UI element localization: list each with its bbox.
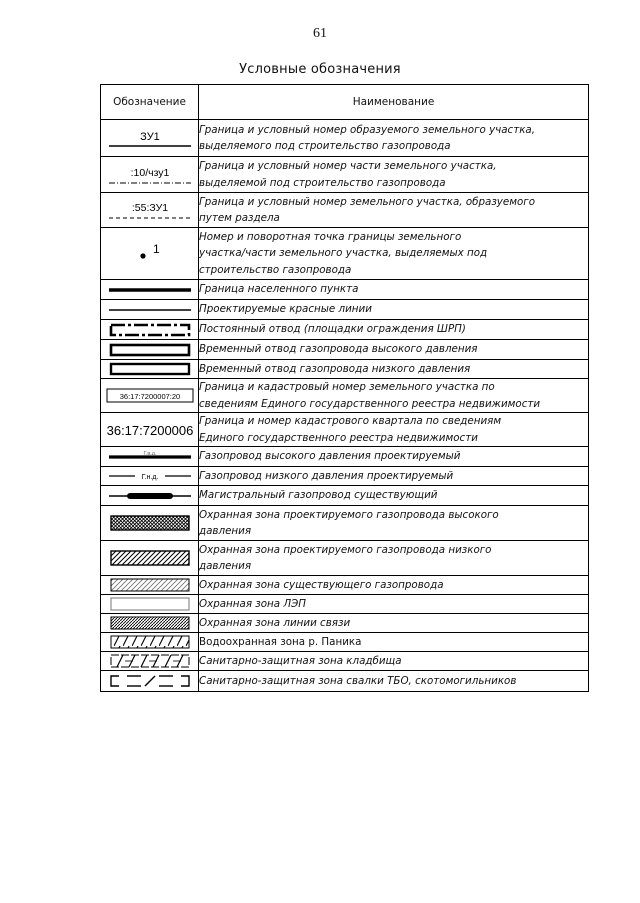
legend-row (101, 671, 589, 692)
symbol-cell (101, 633, 199, 652)
legend-row (101, 467, 589, 486)
symbol-cell (101, 467, 199, 486)
legend-description: Граница населенного пункта (199, 280, 589, 300)
legend-description: Охранная зона проектируемого газопровода высокого давления (199, 506, 589, 541)
header-row (101, 85, 589, 120)
symbol-cell (101, 360, 199, 379)
legend-description: Охранная зона линии связи (199, 614, 589, 633)
symbol-cell (101, 447, 199, 467)
symbol-cell (101, 541, 199, 576)
legend-row (101, 652, 589, 671)
symbol-cell (101, 228, 199, 280)
symbol-label: 36:17:7200007:20 (119, 391, 180, 401)
legend-row (101, 595, 589, 614)
symbol-cell (101, 576, 199, 595)
legend-row (101, 320, 589, 340)
legend-title: Условные обозначения (239, 62, 401, 77)
legend-description: Охранная зона ЛЭП (199, 595, 589, 614)
legend-description: Граница и кадастровый номер земельного участка по сведениям Единого государственного реестра недвижимости (199, 379, 589, 413)
symbol-cell (101, 413, 199, 447)
symbol-cell (101, 486, 199, 506)
cemetery-zone-symbol (105, 653, 195, 669)
legend-description: Охранная зона существующего газопровода (199, 576, 589, 595)
legend-row (101, 506, 589, 541)
symbol-cell (101, 671, 199, 692)
legend-description: Номер и поворотная точка границы земельного участка/части земельного участка, выделяемых под строительство газопровода (199, 228, 589, 280)
symbol-cell (101, 379, 199, 413)
cadastral-quarter-symbol (102, 419, 198, 441)
legend-row (101, 228, 589, 280)
symbol-cell (101, 320, 199, 340)
cadastral-parcel-symbol (104, 386, 196, 406)
symbol-cell (101, 595, 199, 614)
legend-description: Граница и условный номер части земельного участка, выделяемой под строительство газопровода (199, 157, 589, 193)
legend-description: Охранная зона проектируемого газопровода низкого давления (199, 541, 589, 576)
symbol-cell (101, 193, 199, 228)
symbol-label: 1 (152, 241, 160, 256)
symbol-cell (101, 340, 199, 360)
legend-row (101, 413, 589, 447)
symbol-cell (101, 120, 199, 157)
legend-description: Газопровод высокого давления проектируемый (199, 447, 589, 467)
legend-description: Граница и номер кадастрового квартала по сведениям Единого государственного реестра недвижимости (199, 413, 589, 447)
legend-description: Водоохранная зона р. Паника (199, 633, 589, 652)
legend-row (101, 633, 589, 652)
legend-row (101, 120, 589, 157)
temporary-allotment-low-symbol (105, 361, 195, 377)
legend-row (101, 379, 589, 413)
symbol-cell (101, 157, 199, 193)
legend-description: Временный отвод газопровода низкого давления (199, 360, 589, 379)
protection-zone-high-symbol (105, 512, 195, 534)
legend-description: Проектируемые красные линии (199, 300, 589, 320)
legend-description: Санитарно-защитная зона свалки ТБО, скотомогильников (199, 671, 589, 692)
point-dot-icon (140, 253, 145, 258)
turning-point-symbol (105, 239, 195, 269)
low-pressure-pipeline-symbol (105, 469, 195, 483)
symbol-label: ЗУ1 (139, 131, 160, 143)
symbol-cell (101, 280, 199, 300)
legend-row (101, 447, 589, 467)
landfill-zone-symbol (105, 673, 195, 689)
symbol-label: Г.в.д. (142, 450, 157, 457)
protection-zone-power-line-symbol (105, 596, 195, 612)
legend-row (101, 157, 589, 193)
legend-description: Магистральный газопровод существующий (199, 486, 589, 506)
legend-row (101, 360, 589, 379)
protection-zone-communication-symbol (105, 615, 195, 631)
page-number: 61 (313, 26, 327, 41)
protection-zone-low-symbol (105, 547, 195, 569)
legend-description: Граница и условный номер образуемого земельного участка, выделяемого под строительство газопровода (199, 120, 589, 157)
legend-row (101, 541, 589, 576)
legend-row (101, 300, 589, 320)
main-pipeline-symbol (105, 489, 195, 503)
symbol-label: 36:17:7200006 (106, 422, 193, 438)
water-protection-zone-symbol (105, 634, 195, 650)
legend-description: Санитарно-защитная зона кладбища (199, 652, 589, 671)
temporary-allotment-high-symbol (105, 342, 195, 358)
parcel-part-symbol (105, 160, 195, 190)
protection-zone-existing-symbol (105, 577, 195, 593)
settlement-boundary-symbol (105, 283, 195, 297)
legend-row (101, 486, 589, 506)
legend-row (101, 614, 589, 633)
symbol-label: :55:ЗУ1 (131, 202, 168, 214)
header-name: Наименование (199, 85, 589, 120)
symbol-cell (101, 506, 199, 541)
legend-description: Постоянный отвод (площадки ограждения ШРП) (199, 320, 589, 340)
legend-description: Граница и условный номер земельного участка, образуемого путем раздела (199, 193, 589, 228)
legend-table (100, 84, 589, 692)
legend-description: Газопровод низкого давления проектируемый (199, 467, 589, 486)
legend-row (101, 576, 589, 595)
divided-parcel-symbol (105, 195, 195, 225)
legend-description: Временный отвод газопровода высокого давления (199, 340, 589, 360)
symbol-cell (101, 652, 199, 671)
symbol-cell (101, 300, 199, 320)
legend-row (101, 340, 589, 360)
legend-row (101, 193, 589, 228)
permanent-allotment-symbol (105, 322, 195, 338)
parcel-boundary-symbol (105, 123, 195, 153)
symbol-label: :10/чзу1 (130, 166, 169, 179)
red-lines-symbol (105, 303, 195, 317)
symbol-label: Г.н.д. (141, 474, 158, 481)
high-pressure-pipeline-symbol (105, 450, 195, 464)
symbol-cell (101, 614, 199, 633)
header-symbol: Обозначение (101, 85, 199, 120)
legend-row (101, 280, 589, 300)
